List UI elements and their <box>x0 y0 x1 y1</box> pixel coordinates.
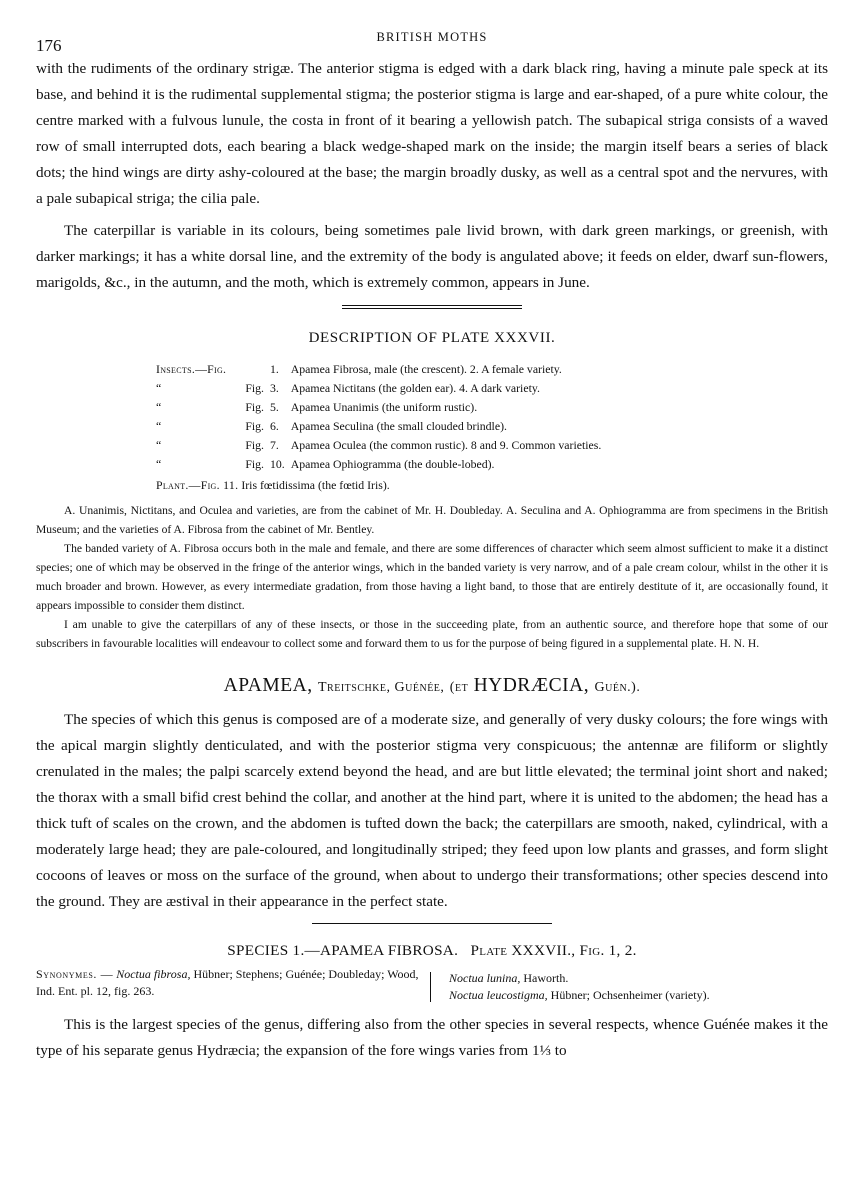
synonym-line <box>449 987 710 1004</box>
fig-word: Fig. <box>245 419 264 433</box>
ditto-mark: “ <box>156 381 162 395</box>
section-divider <box>342 305 522 309</box>
figure-number: 1. <box>270 362 279 376</box>
genus-alt-author: Guén.). <box>594 680 641 695</box>
plate-note-3: I am unable to give the caterpillars of any of these insects, or those in the succeeding plate, from an authentic source, and therefore hope that some of our subscribers in favourable localities will endeavour to collect some and forward them to us for the purpose of being figured in a supplemental plate. H. N. H. <box>36 618 828 650</box>
plate-figure-list <box>156 359 607 473</box>
plate-figure-row <box>156 397 607 416</box>
synonymes-left <box>36 966 424 1004</box>
ditto-mark: “ <box>156 457 162 471</box>
species-plate-ref: Plate XXXVII., Fig. 1, 2. <box>470 942 637 959</box>
synonymes-right <box>449 966 710 1004</box>
page-number: 176 <box>36 36 62 55</box>
plate-note-2: The banded variety of A. Fibrosa occurs both in the male and female, and there are some differences of character which seem almost sufficient to make it a distinct species; one of which may be observed in the fringe of the anterior wings, which in the banded variety is very narrow, and of a pale cream colour, whilst in the other it is much broader and brown. However, as every intermediate gradation, from those having a light band, to those that are entirely destitute of it, are occasionally found, it appears impossible to consider them distinct. <box>36 542 828 612</box>
figure-text: Apamea Seculina (the small clouded brindle). <box>290 419 507 433</box>
synonym-authorities: Hübner; Stephens; Guénée; Doubleday; Wood, Ind. Ent. pl. 12, fig. 263. <box>36 967 419 998</box>
synonym-name: Noctua leucostigma, <box>449 988 548 1002</box>
synonym-name: Noctua lunina, <box>449 971 521 985</box>
ditto-mark: “ <box>156 400 162 414</box>
figure-number: 3. <box>270 381 279 395</box>
genus-name: APAMEA, <box>223 675 313 696</box>
figure-number: 6. <box>270 419 279 433</box>
synonymes-divider <box>430 972 431 1002</box>
plant-text: Iris fœtidissima (the fœtid Iris). <box>241 478 390 492</box>
plate-note-1: A. Unanimis, Nictitans, and Oculea and varieties, are from the cabinet of Mr. H. Doubleday. A. Seculina and A. Ophiogramma are from specimens in the British Museum; and the varieties of A. Fibrosa from the cabinet of Mr. Bentley. <box>36 504 828 536</box>
plate-figure-row <box>156 416 607 435</box>
species-description: This is the largest species of the genus, differing also from the other species in several respects, whence Guénée makes it the type of his separate genus Hydræcia; the expansion of the fore wings varies from 1⅓ to <box>36 1016 828 1059</box>
figure-number: 7. <box>270 438 279 452</box>
plate-figure-row <box>156 378 607 397</box>
synonym-name: Noctua fibrosa, <box>116 967 191 981</box>
genus-authors: Treitschke, Guénée, <box>317 680 445 695</box>
intro-paragraph-2: The caterpillar is variable in its colours, being sometimes pale livid brown, with dark green markings, or greenish, with darker markings; it has a white dorsal line, and the extremity of the body is angulated above; it feeds on elder, dwarf sun-flowers, marigolds, &c., in the autumn, and the moth, which is extremely common, appears in June. <box>36 222 828 291</box>
ditto-mark: “ <box>156 419 162 433</box>
synonym-authorities: Hübner; Ochsenheimer (variety). <box>550 988 710 1002</box>
figure-text: Apamea Oculea (the common rustic). 8 and 9. Common varieties. <box>290 438 602 452</box>
plant-label: Plant.—Fig. 11. <box>156 478 239 492</box>
insects-label: Insects.—Fig. <box>156 362 227 376</box>
figure-number: 10. <box>270 457 285 471</box>
figure-text: Apamea Fibrosa, male (the crescent). 2. A female variety. <box>290 362 562 376</box>
genus-alt-open: (et <box>449 680 469 695</box>
plate-figure-row <box>156 454 607 473</box>
plate-figure-row <box>156 435 607 454</box>
fig-word: Fig. <box>245 381 264 395</box>
section-divider <box>312 923 552 924</box>
synonymes-block <box>36 966 828 1004</box>
species-title: SPECIES 1.—APAMEA FIBROSA. <box>227 942 459 959</box>
plate-figure-row <box>156 359 607 378</box>
figure-text: Apamea Unanimis (the uniform rustic). <box>290 400 478 414</box>
fig-word: Fig. <box>245 400 264 414</box>
synonymes-label: Synonymes. — <box>36 967 114 981</box>
species-heading <box>36 942 828 960</box>
intro-paragraph-1: with the rudiments of the ordinary strigæ. The anterior stigma is edged with a dark black ring, having a minute pale speck at its base, and behind it is the rudimental supplemental stigma; the posterior stigma is large and ear-shaped, of a pure white colour, the centre marked with a fulvous lunule, the costa in front of it bearing a yellowish patch. The subapical striga consists of a waved row of small interrupted dots, each bearing a black wedge-shaped mark on the inside; the margin itself bears a series of black dots; the hind wings are dirty ashy-coloured at the base; the margin broadly dusky, as well as a central spot and the nervures, with a pale subapical striga; the cilia pale. <box>36 60 828 207</box>
genus-heading <box>36 675 828 697</box>
fig-word: Fig. <box>245 457 264 471</box>
figure-text: Apamea Nictitans (the golden ear). 4. A dark variety. <box>290 381 540 395</box>
genus-alt-name: HYDRÆCIA, <box>473 675 590 696</box>
synonym-authorities: Haworth. <box>523 971 569 985</box>
synonym-line <box>449 970 710 987</box>
ditto-mark: “ <box>156 438 162 452</box>
book-page <box>36 26 828 1064</box>
plate-title: DESCRIPTION OF PLATE XXXVII. <box>308 330 556 346</box>
figure-number: 5. <box>270 400 279 414</box>
plant-line <box>156 478 828 493</box>
running-title: BRITISH MOTHS <box>376 30 488 44</box>
fig-word: Fig. <box>245 438 264 452</box>
figure-text: Apamea Ophiogramma (the double-lobed). <box>290 457 495 471</box>
genus-description: The species of which this genus is composed are of a moderate size, and generally of very dusky colours; the fore wings with the apical margin slightly denticulated, and with the posterior stigma very conspicuous; the antennæ are filiform or slightly crenulated in the males; the palpi scarcely extend beyond the head, and are but little elevated; the terminal joint short and naked; the thorax with a small bifid crest behind the collar, and another at the hind part, where it is united to the abdomen; the head has a thick tuft of scales on the crown, and the abdomen is tufted down the back; the caterpillars are smooth, naked, cylindrical, with a moderately large head; they are pale-coloured, and longitudinally striped; they feed upon low plants and grasses, and form slight cocoons of leaves or moss on the surface of the ground, when about to undergo their transformations; other species descend into the ground. They are æstival in their appearance in the perfect state. <box>36 711 828 910</box>
page-header <box>36 26 828 56</box>
